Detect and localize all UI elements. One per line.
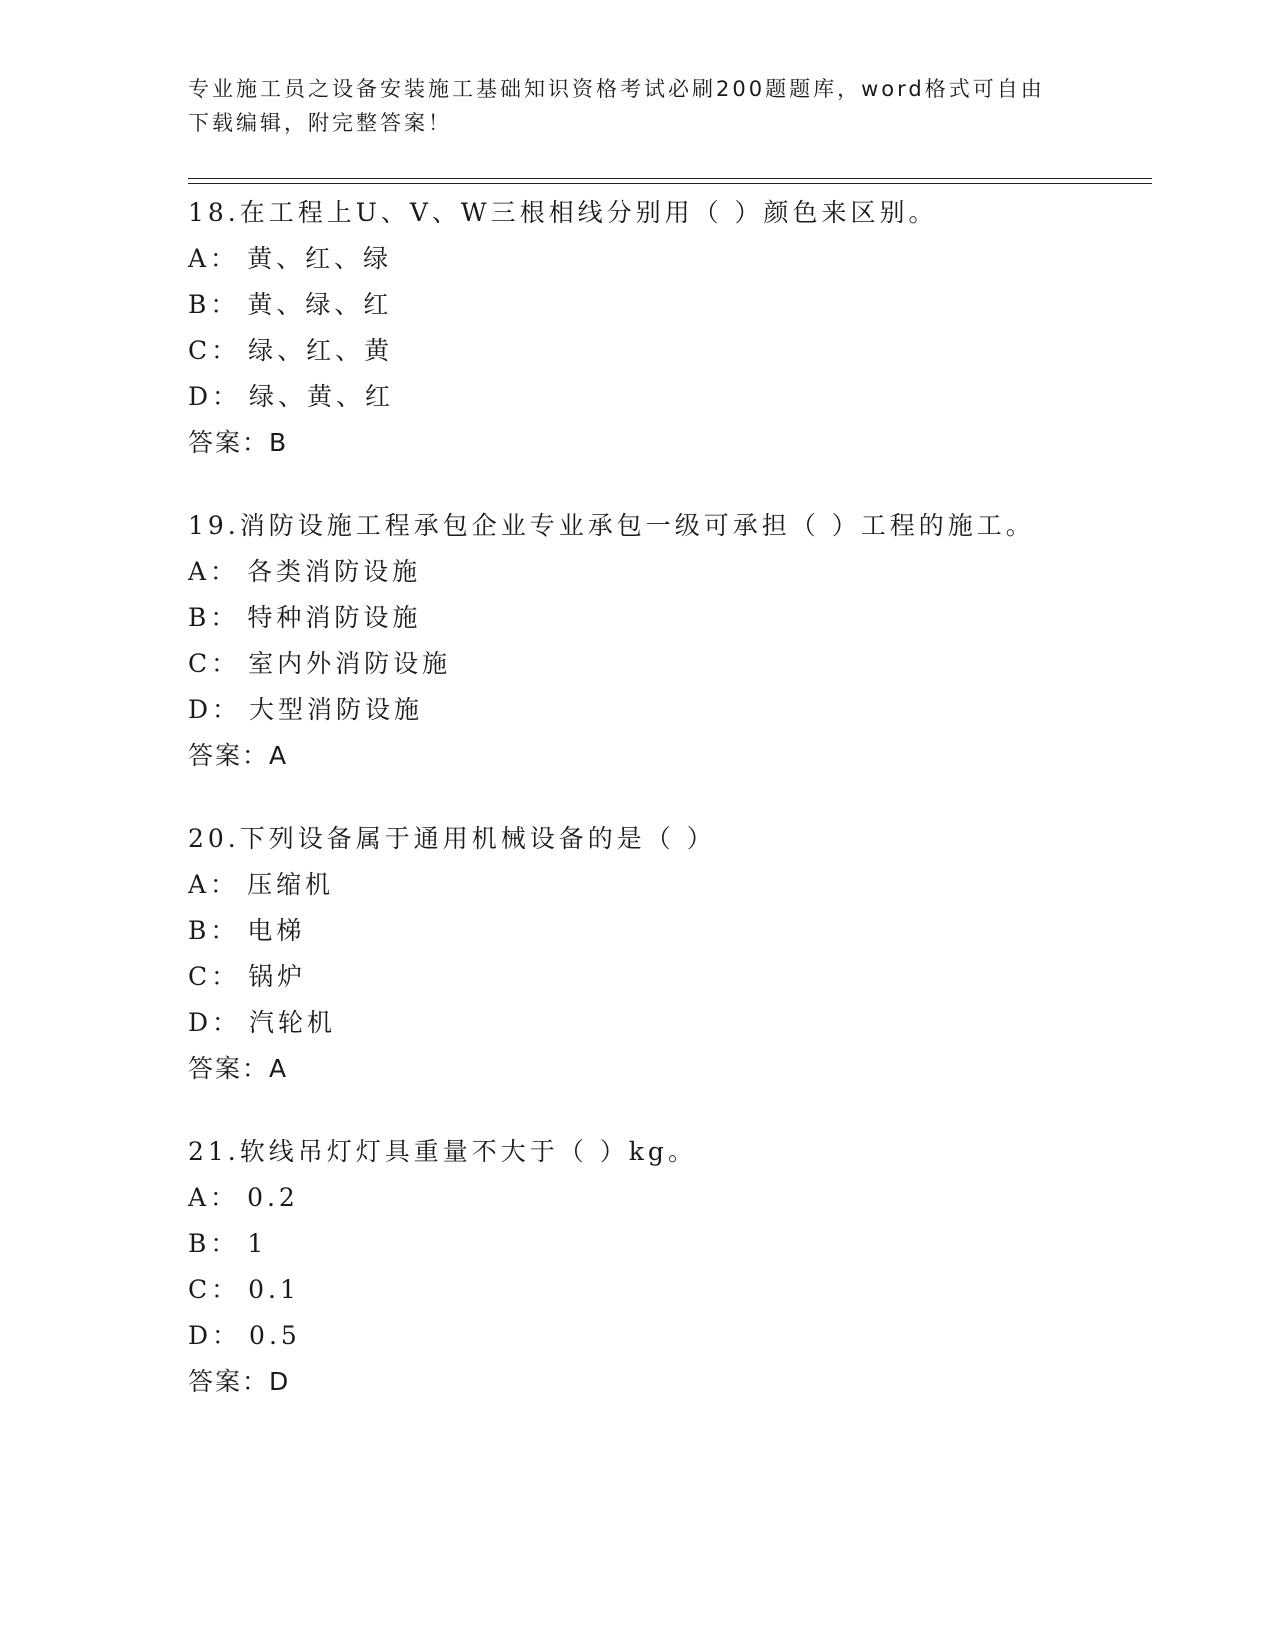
answer-line: 答案：D — [188, 1367, 291, 1396]
option-d — [188, 687, 1148, 733]
option-text: 0.5 — [249, 1321, 301, 1350]
header-line-1: 专业施工员之设备安装施工基础知识资格考试必刷200题题库，word格式可自由 — [188, 77, 1045, 101]
option-key: A： — [188, 244, 240, 273]
option-key: D： — [188, 1008, 242, 1037]
option-text: 大型消防设施 — [249, 695, 424, 724]
option-c — [188, 1267, 1148, 1313]
option-a — [188, 1175, 1148, 1221]
option-text: 压缩机 — [247, 870, 335, 899]
option-text: 电梯 — [247, 916, 306, 945]
option-key: D： — [188, 382, 242, 411]
question-list — [188, 190, 1148, 1442]
option-key: D： — [188, 695, 242, 724]
option-key: A： — [188, 557, 240, 586]
option-b — [188, 908, 1148, 954]
option-key: A： — [188, 870, 240, 899]
option-text: 绿、黄、红 — [249, 382, 395, 411]
option-key: B： — [188, 290, 240, 319]
option-b — [188, 282, 1148, 328]
option-text: 绿、红、黄 — [248, 336, 394, 365]
header-divider-top — [188, 178, 1152, 179]
question-21 — [188, 1129, 1148, 1405]
question-number: 20. — [188, 824, 240, 853]
answer-line: 答案：A — [188, 741, 289, 770]
question-text: 软线吊灯灯具重量不大于（ ）kg。 — [239, 1137, 697, 1166]
question-number: 18. — [188, 198, 240, 227]
option-key: B： — [188, 916, 240, 945]
option-key: C： — [188, 962, 241, 991]
question-stem — [188, 503, 1148, 549]
option-d — [188, 1000, 1148, 1046]
option-c — [188, 954, 1148, 1000]
option-key: B： — [188, 603, 240, 632]
option-a — [188, 549, 1148, 595]
question-stem — [188, 190, 1148, 236]
option-key: C： — [188, 336, 241, 365]
option-d — [188, 374, 1148, 420]
option-key: C： — [188, 1275, 241, 1304]
option-text: 汽轮机 — [249, 1008, 337, 1037]
question-number: 21. — [188, 1137, 240, 1166]
option-text: 锅炉 — [248, 962, 307, 991]
option-c — [188, 641, 1148, 687]
option-text: 特种消防设施 — [247, 603, 422, 632]
option-key: C： — [188, 649, 241, 678]
option-b — [188, 595, 1148, 641]
question-text: 在工程上U、V、W三根相线分别用（ ）颜色来区别。 — [239, 198, 938, 227]
question-text: 消防设施工程承包企业专业承包一级可承担（ ）工程的施工。 — [239, 511, 1035, 540]
question-19 — [188, 503, 1148, 779]
answer-line: 答案：A — [188, 1054, 289, 1083]
question-stem — [188, 816, 1148, 862]
header-line-2: 下载编辑，附完整答案！ — [188, 111, 452, 135]
option-text: 黄、红、绿 — [247, 244, 393, 273]
option-key: A： — [188, 1183, 240, 1212]
option-text: 0.2 — [247, 1183, 299, 1212]
option-b — [188, 1221, 1148, 1267]
option-key: B： — [188, 1229, 240, 1258]
option-c — [188, 328, 1148, 374]
document-header — [188, 72, 1068, 140]
option-d — [188, 1313, 1148, 1359]
question-20 — [188, 816, 1148, 1092]
option-a — [188, 236, 1148, 282]
option-text: 0.1 — [248, 1275, 300, 1304]
option-text: 1 — [247, 1229, 268, 1258]
option-key: D： — [188, 1321, 242, 1350]
question-18 — [188, 190, 1148, 466]
option-text: 黄、绿、红 — [247, 290, 393, 319]
question-stem — [188, 1129, 1148, 1175]
option-a — [188, 862, 1148, 908]
option-text: 各类消防设施 — [247, 557, 422, 586]
answer-line: 答案：B — [188, 428, 289, 457]
question-number: 19. — [188, 511, 240, 540]
option-text: 室内外消防设施 — [248, 649, 452, 678]
header-divider-bottom — [188, 183, 1152, 184]
question-text: 下列设备属于通用机械设备的是（ ） — [239, 824, 716, 853]
